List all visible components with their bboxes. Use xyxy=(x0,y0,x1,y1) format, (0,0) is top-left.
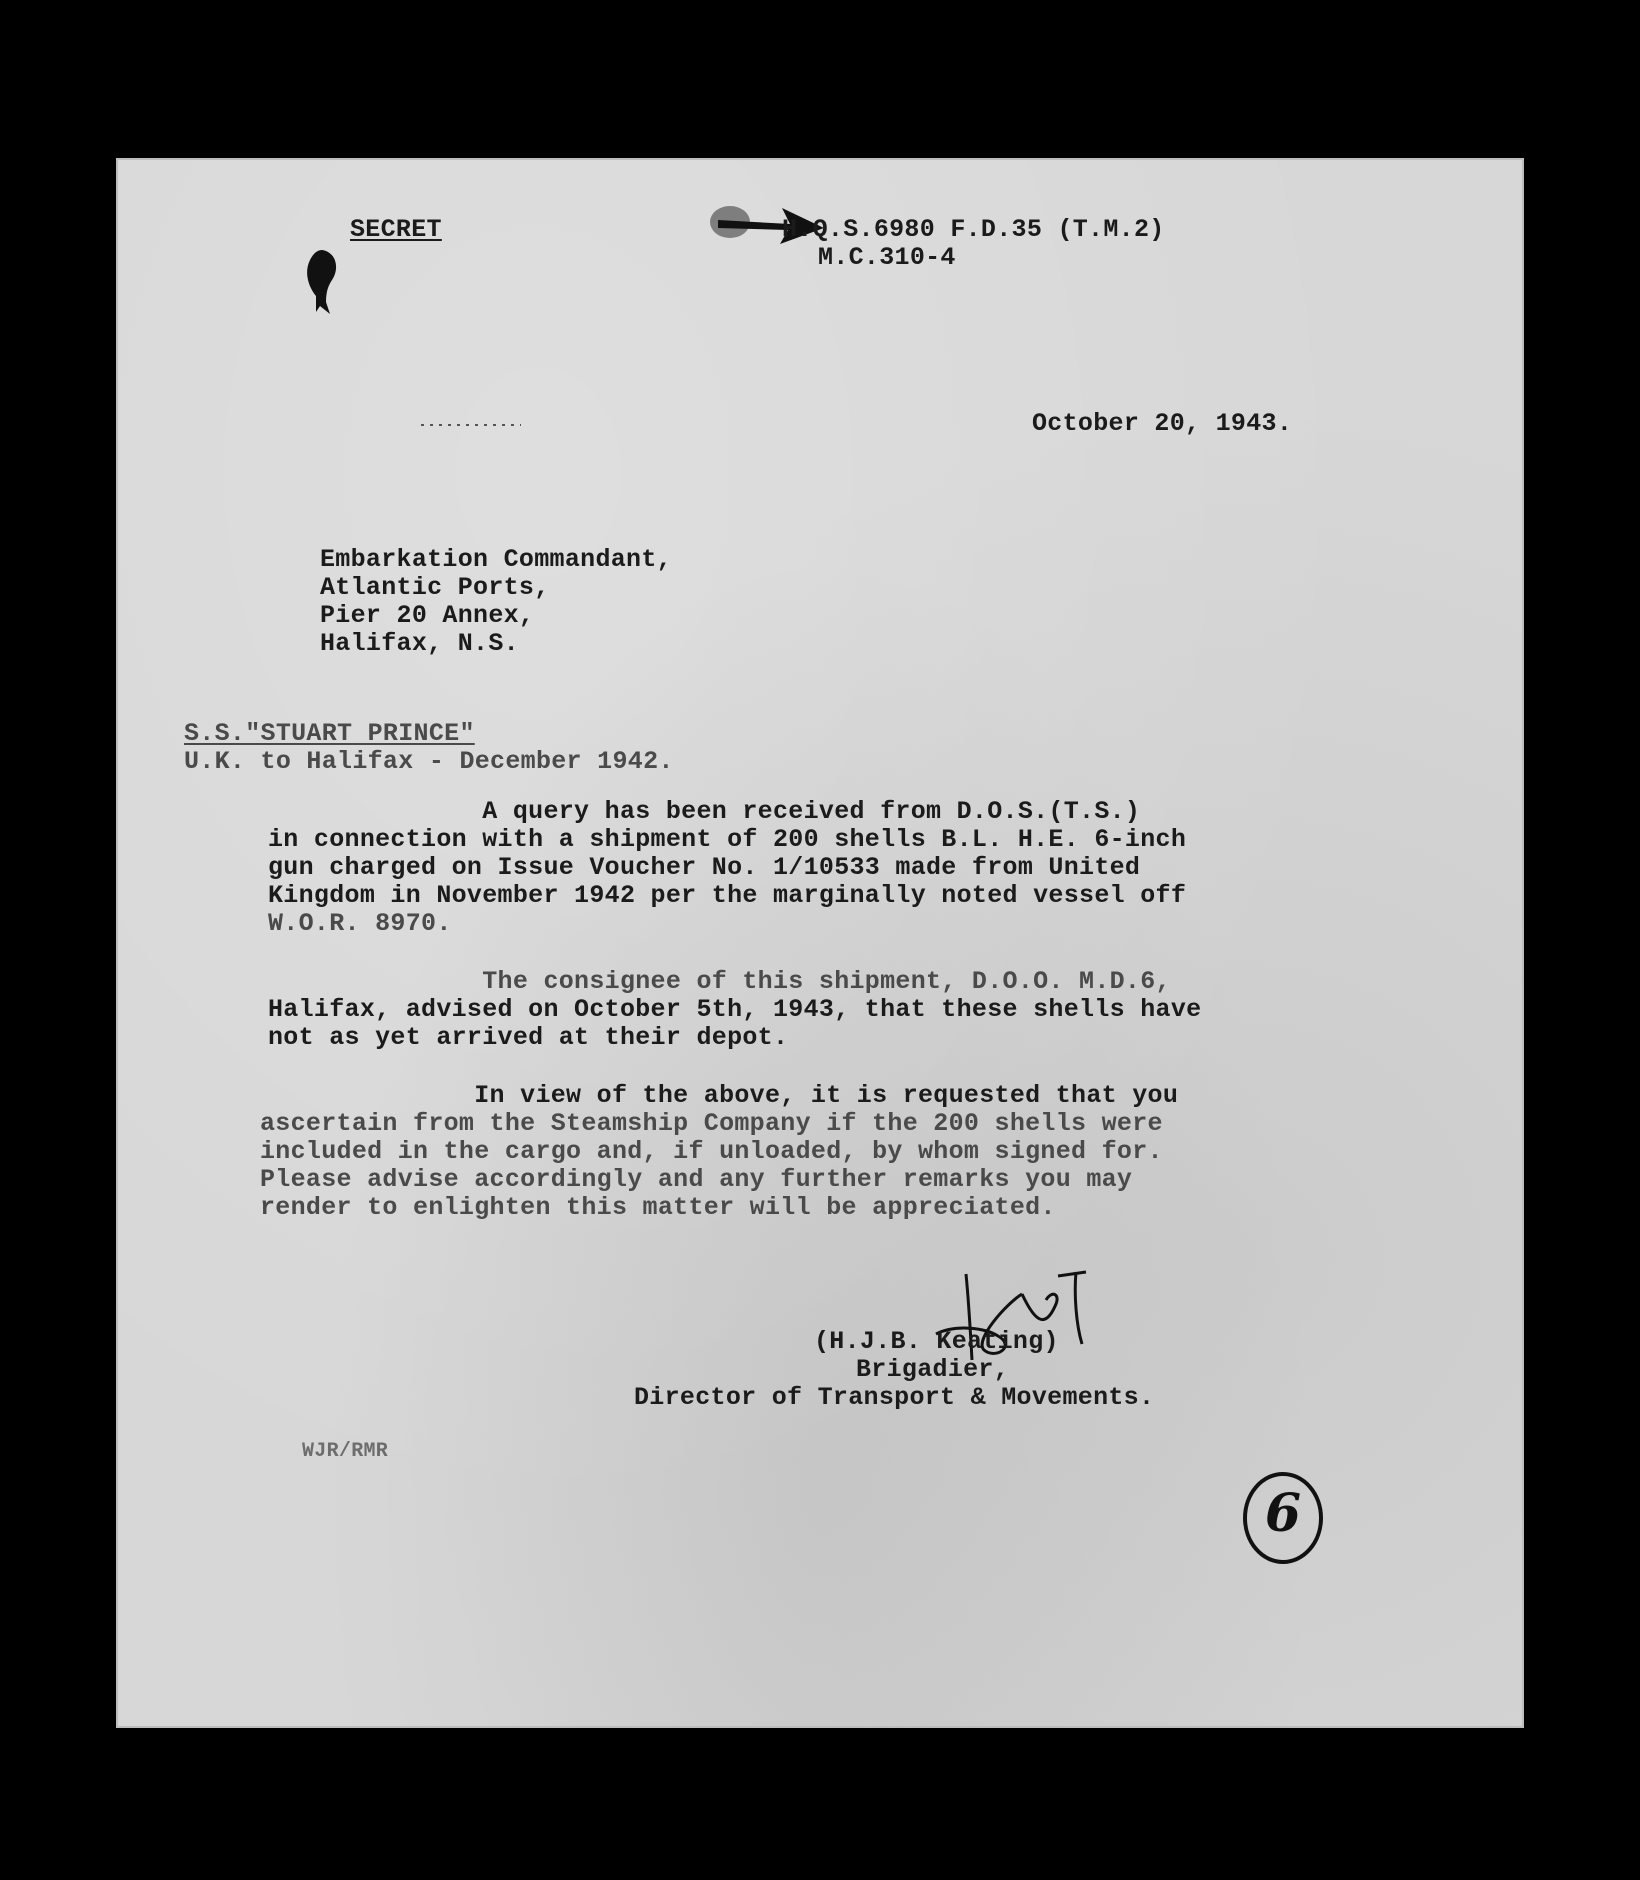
paragraph-line: render to enlighten this matter will be appreciated. xyxy=(260,1193,1056,1222)
classification-label: SECRET xyxy=(350,215,442,244)
signatory-title: Director of Transport & Movements. xyxy=(634,1383,1155,1412)
file-reference-secondary: M.C.310-4 xyxy=(818,243,956,272)
paragraph-line: Please advise accordingly and any further remarks you may xyxy=(260,1165,1133,1194)
paragraph-line: not as yet arrived at their depot. xyxy=(268,1023,789,1052)
typist-initials: WJR/RMR xyxy=(302,1440,389,1463)
paragraph-line: gun charged on Issue Voucher No. 1/10533 made from United xyxy=(268,853,1141,882)
file-reference: H.Q.S.6980 F.D.35 (T.M.2) xyxy=(782,215,1165,244)
paragraph-line: A query has been received from D.O.S.(T.S.) xyxy=(268,797,1141,826)
signatory-name: (H.J.B. Keating) xyxy=(814,1327,1059,1356)
addressee-line: Pier 20 Annex, xyxy=(320,601,535,630)
paragraph-line: In view of the above, it is requested that you xyxy=(260,1081,1179,1110)
paragraph-line: The consignee of this shipment, D.O.O. M.D.6, xyxy=(268,967,1171,996)
subject-route: U.K. to Halifax - December 1942. xyxy=(184,747,674,776)
paragraph-line: ascertain from the Steamship Company if the 200 shells were xyxy=(260,1109,1163,1138)
page-number: 6 xyxy=(1264,1483,1302,1544)
letter-date: October 20, 1943. xyxy=(1032,409,1293,438)
addressee-line: Embarkation Commandant, xyxy=(320,545,672,574)
paragraph-line: W.O.R. 8970. xyxy=(268,909,452,938)
paragraph-line: included in the cargo and, if unloaded, by whom signed for. xyxy=(260,1137,1163,1166)
letter-page xyxy=(116,158,1524,1728)
paragraph-line: in connection with a shipment of 200 shells B.L. H.E. 6-inch xyxy=(268,825,1187,854)
signatory-rank: Brigadier, xyxy=(856,1355,1010,1384)
paragraph-line: Halifax, advised on October 5th, 1943, that these shells have xyxy=(268,995,1202,1024)
dotted-mark xyxy=(421,423,521,427)
ink-blot-mark xyxy=(302,246,342,316)
page-number-stamp xyxy=(1238,1468,1328,1568)
addressee-line: Halifax, N.S. xyxy=(320,629,519,658)
addressee-line: Atlantic Ports, xyxy=(320,573,550,602)
subject-vessel: S.S."STUART PRINCE" xyxy=(184,719,475,748)
paragraph-line: Kingdom in November 1942 per the marginally noted vessel off xyxy=(268,881,1187,910)
